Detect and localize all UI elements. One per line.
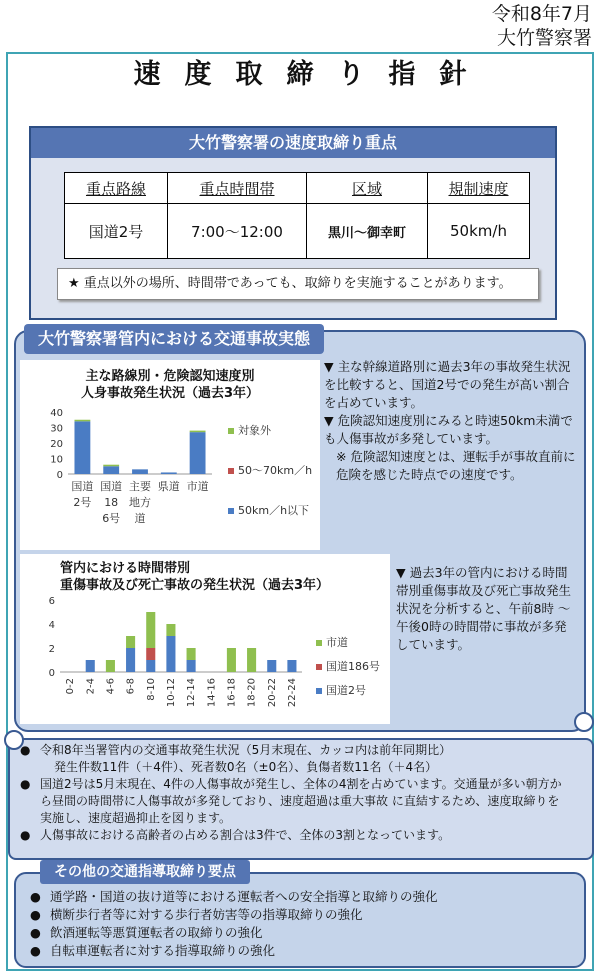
scroll-curl-right — [574, 712, 594, 732]
y-tick-label: 40 — [50, 408, 63, 419]
bar-segment — [126, 648, 135, 672]
summary-item: ● 令和8年当署管内の交通事故発生状況（5月末現在、カッコ内は前年同期比） — [10, 742, 570, 759]
other-item: ● 自転車運転者に対する指導取締りの強化 — [16, 942, 438, 960]
y-tick-label: 0 — [48, 668, 55, 679]
bar-segment — [74, 421, 90, 474]
legend-label: 対象外 — [238, 424, 271, 437]
chart1-title-line2: 人身事故発生状況（過去3年） — [80, 386, 260, 401]
x-tick-label: 地方 — [129, 496, 151, 509]
bar-segment — [166, 624, 175, 636]
x-tick-label: 12-14 — [186, 678, 198, 708]
table-cell-speed: 50km/h — [428, 204, 530, 259]
legend-swatch — [228, 468, 234, 474]
header-date-block — [492, 2, 592, 50]
x-tick-label: 4-6 — [105, 678, 117, 695]
y-tick-label: 2 — [48, 644, 55, 655]
focus-table — [64, 172, 530, 259]
bar-segment — [106, 660, 115, 672]
bar-segment — [187, 660, 196, 672]
legend-swatch — [316, 640, 322, 646]
other-item: ● 通学路・国道の抜け道等における運転者への安全指導と取締りの強化 — [16, 888, 438, 906]
bar-segment — [190, 432, 206, 474]
accident-para-4: ▼ 過去3年の管内における時間帯別重傷事故及び死亡事故発生状況を分析すると、午前8時 ～午後0時の時間帯に事故が多発しています。 — [396, 565, 572, 652]
bar-segment — [103, 465, 119, 467]
x-tick-label: 国道 — [100, 480, 123, 493]
chart2-title-line2: 重傷事故及び死亡事故の発生状況（過去3年） — [60, 578, 330, 593]
legend-label: 50km／h以下 — [238, 504, 310, 517]
x-tick-label: 14-16 — [206, 678, 218, 708]
header-date: 令和8年7月 — [491, 3, 592, 25]
x-tick-label: 8-10 — [145, 678, 157, 701]
legend-label: 国道186号 — [326, 660, 380, 673]
other-section — [14, 864, 586, 968]
bar-segment — [126, 636, 135, 648]
accident-para-3: ※ 危険認知速度とは、運転手が事故直前に危険を感じた時点での速度です。 — [336, 449, 576, 482]
x-tick-label: 16-18 — [226, 678, 238, 708]
x-tick-label: 22-24 — [286, 678, 298, 708]
chart2-svg — [20, 594, 390, 724]
chart1-svg — [20, 404, 320, 550]
bar-segment — [161, 472, 177, 474]
chart-route-speed — [20, 360, 320, 550]
focus-section — [29, 126, 557, 320]
x-tick-label: 10-12 — [165, 678, 177, 708]
x-tick-label: 国道 — [71, 480, 94, 493]
x-tick-label: 6号 — [102, 512, 121, 525]
bar-segment — [187, 648, 196, 660]
other-heading: その他の交通指導取締り要点 — [40, 860, 250, 884]
x-tick-label: 2-4 — [85, 678, 97, 695]
legend-swatch — [228, 428, 234, 434]
focus-heading: 大竹警察署の速度取締り重点 — [31, 128, 555, 158]
bar-segment — [146, 612, 155, 648]
scroll-curl-left — [4, 730, 24, 750]
table-cell-area: 黒川～御幸町 — [307, 204, 428, 259]
legend-label: 国道2号 — [326, 684, 366, 697]
bar-segment — [146, 648, 155, 660]
y-tick-label: 30 — [50, 423, 63, 435]
summary-detail-text: 発生件数11件（＋4件）、死者数0名（±0名）、負傷者数11名（＋4名） — [54, 760, 438, 774]
y-tick-label: 10 — [50, 454, 63, 466]
focus-note: ★ 重点以外の場所、時間帯であっても、取締りを実施することがあります。 — [57, 268, 539, 300]
summary-item: ● 人傷事故における高齢者の占める割合は3件で、全体の3割となっています。 — [10, 827, 570, 844]
x-tick-label: 市道 — [186, 480, 209, 493]
bar-segment — [132, 469, 148, 474]
bar-segment — [247, 648, 256, 672]
chart-time-slot — [20, 554, 390, 724]
accident-para-2: ▼ 危険認知速度別にみると時速50km未満でも人傷事故が多発しています。 — [324, 413, 573, 446]
y-tick-label: 20 — [50, 439, 63, 450]
bar-segment — [86, 660, 95, 672]
x-tick-label: 2号 — [73, 496, 92, 509]
chart1-title-line1: 主な路線別・危険認知速度別 — [85, 369, 255, 384]
y-tick-label: 0 — [56, 470, 63, 481]
y-tick-label: 4 — [48, 620, 55, 631]
x-tick-label: 主要 — [129, 480, 151, 493]
legend-label: 市道 — [326, 636, 348, 649]
bar-segment — [267, 660, 276, 672]
x-tick-label: 道 — [134, 512, 146, 525]
accident-heading: 大竹警察署管内における交通事故実態 — [24, 324, 324, 354]
page-title: 速度取締り指針 — [133, 59, 491, 90]
bar-segment — [287, 660, 296, 672]
y-tick-label: 6 — [48, 596, 55, 607]
accident-text-1 — [324, 358, 578, 484]
title-box — [6, 52, 594, 98]
bar-segment — [166, 636, 175, 672]
table-cell-time: 7:00～12:00 — [168, 204, 307, 259]
table-header-area: 区域 — [307, 173, 428, 204]
summary-item: ● 国道2号は5月末現在、4件の人傷事故が発生し、全体の4割を占めています。交通量が多い朝方から昼間の時間帯に人傷事故が多発しており、速度超過は重大事故 に直結するため、速度取締りを実施し、速度超過抑止を図ります。 — [10, 776, 570, 827]
x-tick-label: 18 — [104, 496, 119, 509]
x-tick-label: 0-2 — [65, 678, 77, 695]
accident-section — [14, 330, 586, 732]
header-station: 大竹警察署 — [496, 27, 592, 49]
legend-swatch — [316, 688, 322, 694]
bar-segment — [103, 466, 119, 474]
legend-label: 50～70km／h — [238, 464, 313, 477]
accident-text-2 — [396, 564, 578, 654]
x-tick-label: 県道 — [157, 480, 180, 493]
other-item: ● 横断歩行者等に対する歩行者妨害等の指導取締りの強化 — [16, 906, 438, 924]
x-tick-label: 20-22 — [266, 678, 278, 708]
table-header-speed: 規制速度 — [428, 173, 530, 204]
legend-swatch — [316, 664, 322, 670]
bar-segment — [146, 660, 155, 672]
summary-box — [8, 738, 594, 860]
summary-item-detail — [10, 759, 570, 776]
legend-swatch — [228, 508, 234, 514]
x-tick-label: 6-8 — [125, 678, 137, 695]
x-tick-label: 18-20 — [246, 678, 258, 708]
table-header-time: 重点時間帯 — [168, 173, 307, 204]
bar-segment — [227, 648, 236, 672]
bar-segment — [74, 420, 90, 422]
other-item: ● 飲酒運転等悪質運転者の取締りの強化 — [16, 924, 438, 942]
accident-para-1: ▼ 主な幹線道路別に過去3年の事故発生状況を比較すると、国道2号での発生が高い割合を占めています。 — [324, 359, 571, 410]
chart2-title-line1: 管内における時間帯別 — [60, 561, 191, 576]
table-cell-route: 国道2号 — [65, 204, 168, 259]
table-header-route: 重点路線 — [65, 173, 168, 204]
bar-segment — [190, 431, 206, 433]
